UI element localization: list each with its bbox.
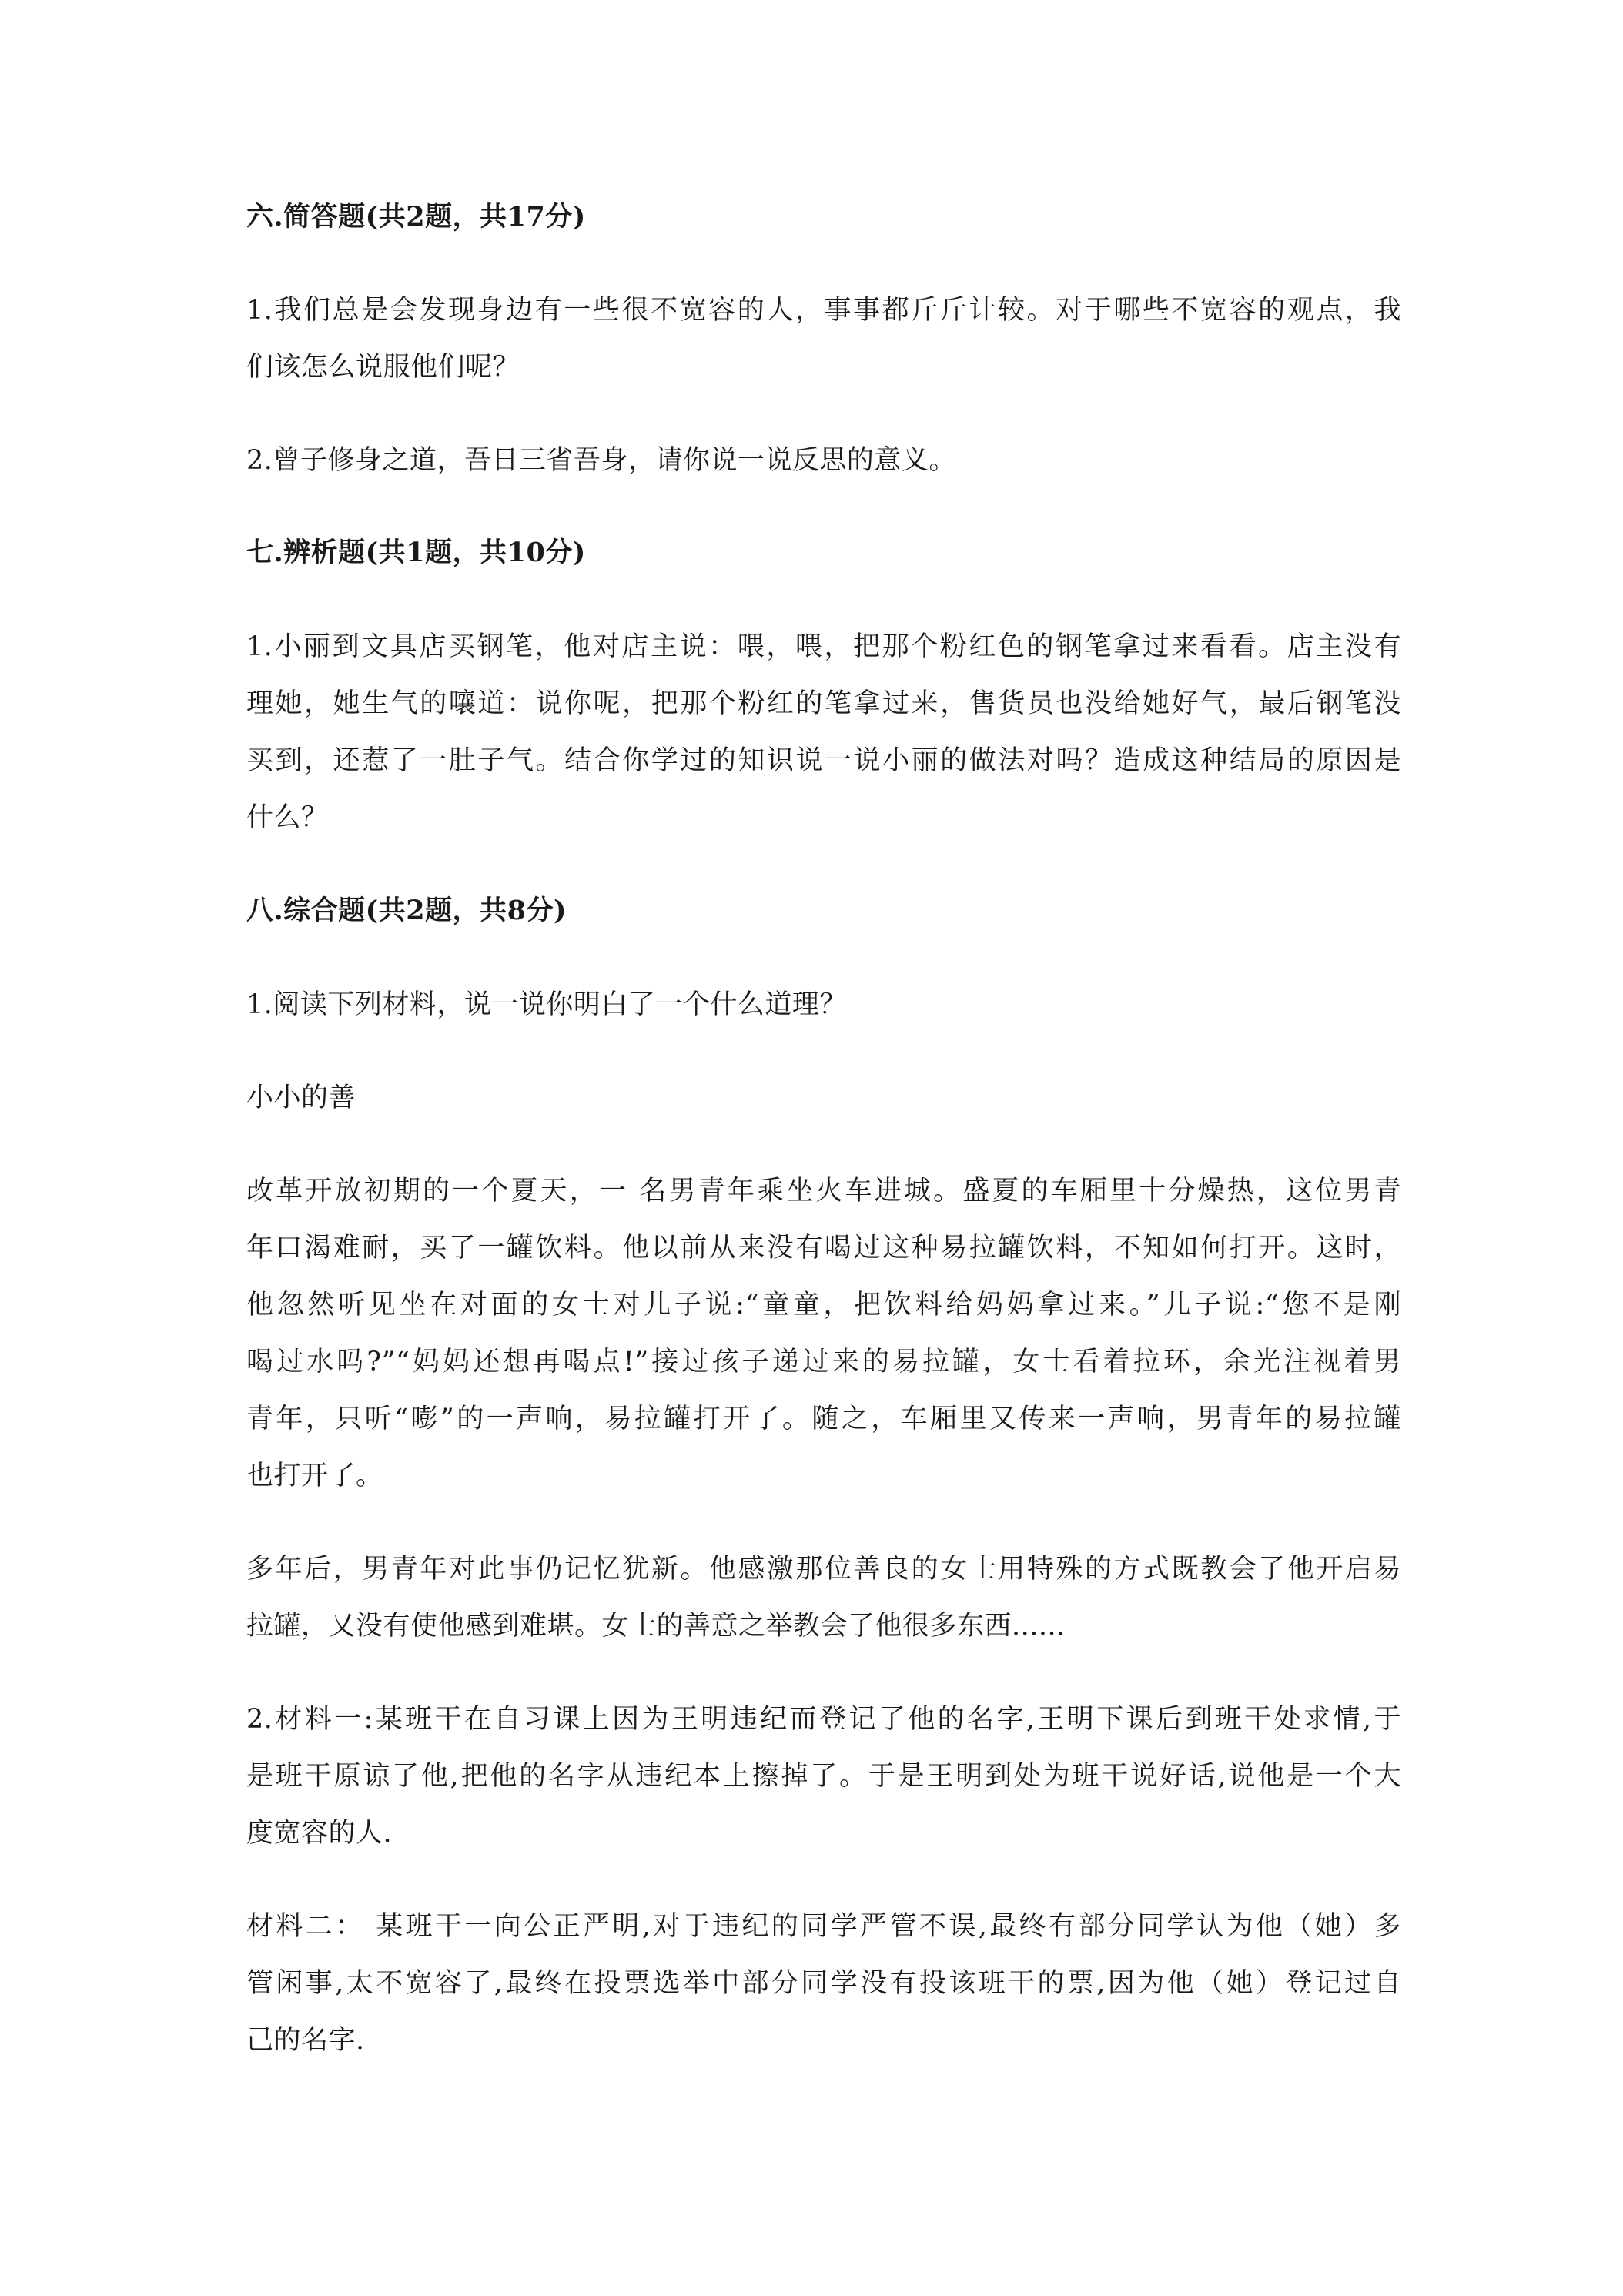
question-text-line: 己的名字.: [246, 2025, 365, 2056]
section-heading-comprehensive: 八.综合题(共2题，共8分): [246, 895, 567, 926]
material-text-line: 喝过水吗?”“妈妈还想再喝点!”接过孩子递过来的易拉罐，女士看着拉环，余光注视着男: [246, 1347, 1401, 1377]
question-text-line: 1.小丽到文具店买钢笔，他对店主说：喂，喂，把那个粉红色的钢笔拿过来看看。店主没有: [246, 631, 1401, 662]
question-text-line: 们该怎么说服他们呢？: [246, 352, 520, 383]
question-text-line: 2.曾子修身之道，吾日三省吾身，请你说一说反思的意义。: [246, 445, 956, 476]
question-text-line: 1.阅读下列材料，说一说你明白了一个什么道理？: [246, 989, 847, 1020]
question-text-line: 管闲事,太不宽容了,最终在投票选举中部分同学没有投该班干的票,因为他（她）登记过自: [246, 1968, 1401, 1999]
question-text-line: 2.材料一:某班干在自习课上因为王明违纪而登记了他的名字,王明下课后到班干处求情,于: [246, 1704, 1401, 1735]
material-title: 小小的善: [246, 1083, 356, 1113]
material-text-line: 多年后，男青年对此事仍记忆犹新。他感激那位善良的女士用特殊的方式既教会了他开启易: [246, 1554, 1401, 1585]
material-text-line: 改革开放初期的一个夏天，一 名男青年乘坐火车进城。盛夏的车厢里十分燥热，这位男青: [246, 1176, 1401, 1207]
material-text-line: 也打开了。: [246, 1461, 383, 1491]
question-text-line: 1.我们总是会发现身边有一些很不宽容的人，事事都斤斤计较。对于哪些不宽容的观点，我: [246, 295, 1401, 326]
material-text-line: 年口渴难耐，买了一罐饮料。他以前从来没有喝过这种易拉罐饮料，不知如何打开。这时，: [246, 1233, 1401, 1263]
question-text-line: 材料二： 某班干一向公正严明,对于违纪的同学严管不误,最终有部分同学认为他（她）多: [246, 1911, 1401, 1942]
material-text-line: 青年，只听“嘭”的一声响，易拉罐打开了。随之，车厢里又传来一声响，男青年的易拉罐: [246, 1404, 1401, 1434]
question-text-line: 度宽容的人.: [246, 1818, 393, 1849]
question-text-line: 理她，她生气的嚷道：说你呢，把那个粉红的笔拿过来，售货员也没给她好气，最后钢笔没: [246, 688, 1401, 719]
material-text-line: 他忽然听见坐在对面的女士对儿子说:“童童，把饮料给妈妈拿过来。”儿子说:“您不是刚: [246, 1290, 1401, 1320]
section-heading-short-answer: 六.简答题(共2题，共17分): [246, 201, 586, 233]
question-text-line: 什么？: [246, 802, 329, 833]
question-text-line: 是班干原谅了他,把他的名字从违纪本上擦掉了。于是王明到处为班干说好话,说他是一个大: [246, 1761, 1401, 1792]
section-heading-analysis: 七.辨析题(共1题，共10分): [246, 537, 586, 568]
material-text-line: 拉罐，又没有使他感到难堪。女士的善意之举教会了他很多东西......: [246, 1611, 1066, 1642]
question-text-line: 买到，还惹了一肚子气。结合你学过的知识说一说小丽的做法对吗？造成这种结局的原因是: [246, 745, 1401, 776]
